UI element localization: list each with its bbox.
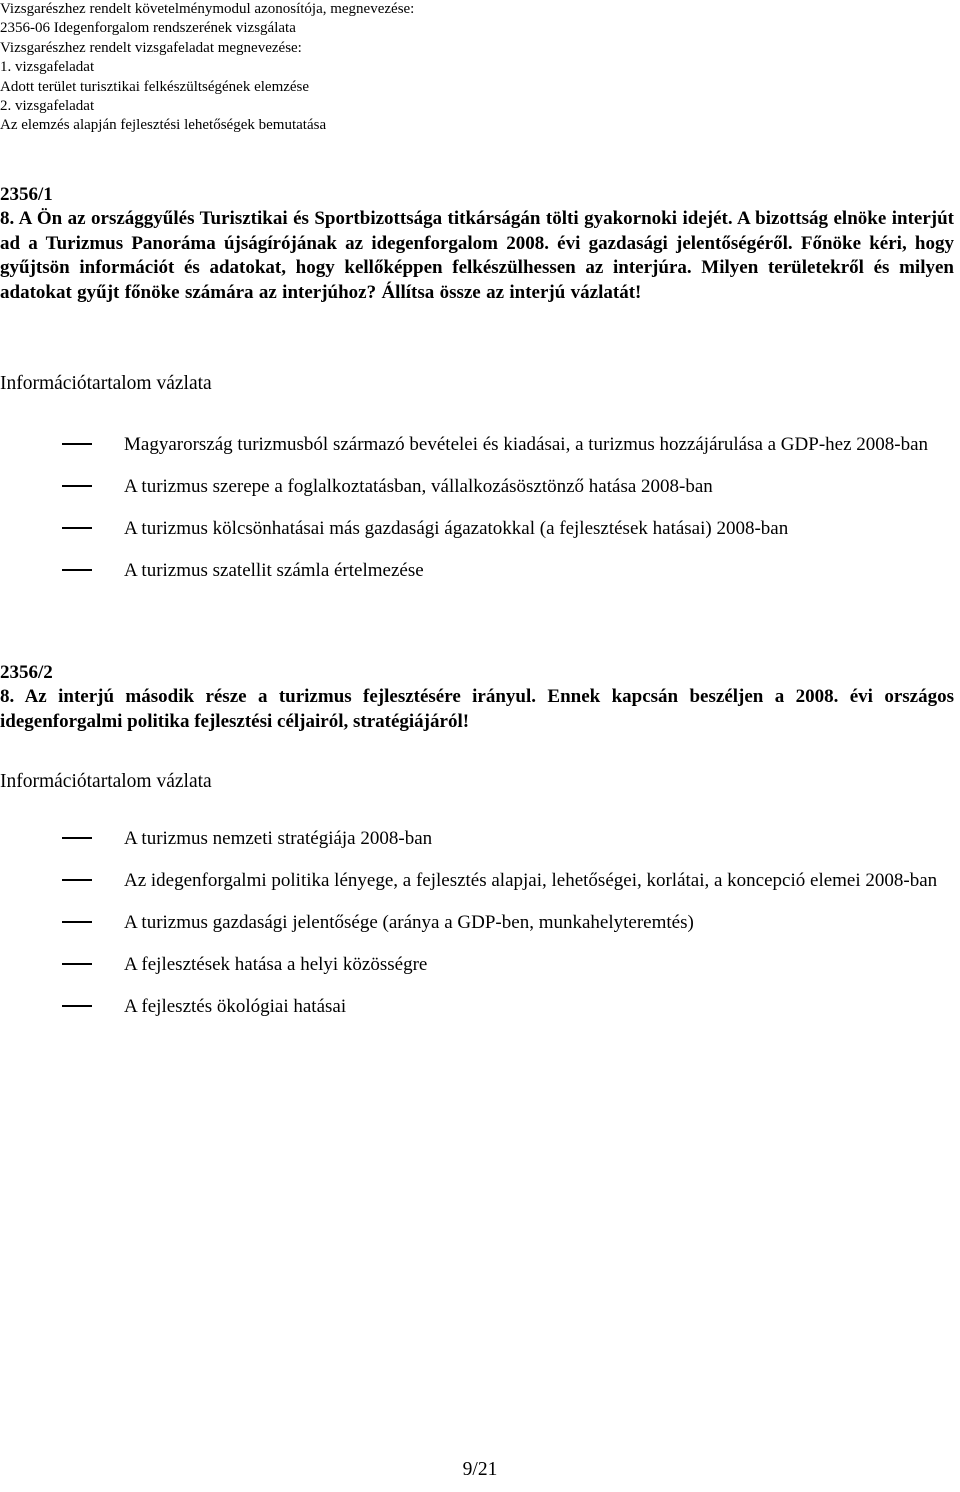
list-item-text: Magyarország turizmusból származó bevételei és kiadásai, a turizmus hozzájárulása a GDP-hez 2008-ban xyxy=(124,434,929,455)
dash-bullet-icon xyxy=(62,485,92,487)
page-number: 9/21 xyxy=(462,1459,498,1480)
list-item xyxy=(0,988,960,1026)
list-item-text: A fejlesztések hatása a helyi közösségre xyxy=(124,954,428,975)
list-item xyxy=(0,552,960,590)
list-item-text: A turizmus szerepe a foglalkoztatásban, vállalkozásösztönző hatása 2008-ban xyxy=(124,476,713,497)
task-description: 8. A Ön az országgyűlés Turisztikai és Sportbizottsága titkárságán tölti gyakornoki idejét. A bizottság elnöke interjút ad a Turizmus Panoráma újságírójának az idegenforgalom 2008. évi gazdasági jelentőségéről. Főnöke kéri, hogy gyűjtsön információt és adatokat, hogy kellőképpen felkészülhessen az interjúra. Milyen területekről és milyen adatokat gyűjt főnöke számára az interjúhoz? Állítsa össze az interjú vázlatát! xyxy=(0,208,954,303)
dash-bullet-icon xyxy=(62,837,92,839)
header-line-task1-name: Adott terület turisztikai felkészültségének elemzése xyxy=(0,78,310,95)
dash-bullet-icon xyxy=(62,569,92,571)
list-item xyxy=(0,426,960,464)
task-description: 8. Az interjú második része a turizmus fejlesztésére irányul. Ennek kapcsán beszéljen a 2008. évi országos idegenforgalmi politika fejlesztési céljairól, stratégiájáról! xyxy=(0,686,954,732)
task-section-2356-2 xyxy=(0,661,960,734)
list-item xyxy=(0,820,960,858)
dash-bullet-icon xyxy=(62,1005,92,1007)
header-line-module-label: Vizsgarészhez rendelt követelménymodul azonosítója, megnevezése: xyxy=(0,1,415,17)
list-item xyxy=(0,946,960,984)
list-item-text: A turizmus szatellit számla értelmezése xyxy=(124,560,424,581)
header-line-task-label: Vizsgarészhez rendelt vizsgafeladat megnevezése: xyxy=(0,39,302,56)
list-item-text: A turizmus nemzeti stratégiája 2008-ban xyxy=(124,828,433,849)
outline-heading: Információtartalom vázlata xyxy=(0,373,212,394)
list-item xyxy=(0,904,960,942)
list-item-text: A turizmus kölcsönhatásai más gazdasági ágazatokkal (a fejlesztések hatásai) 2008-ban xyxy=(124,518,789,539)
list-item xyxy=(0,510,960,548)
task-code: 2356/1 xyxy=(0,184,53,205)
list-item-text: Az idegenforgalmi politika lényege, a fejlesztés alapjai, lehetőségei, korlátai, a koncepció elemei 2008-ban xyxy=(124,870,938,891)
dash-bullet-icon xyxy=(62,879,92,881)
dash-bullet-icon xyxy=(62,963,92,965)
dash-bullet-icon xyxy=(62,527,92,529)
list-item xyxy=(0,862,960,900)
dash-bullet-icon xyxy=(62,921,92,923)
list-item-text: A fejlesztés ökológiai hatásai xyxy=(124,996,347,1017)
header-line-task2-name: Az elemzés alapján fejlesztési lehetőségek bemutatása xyxy=(0,117,327,134)
outline-list xyxy=(0,426,960,590)
outline-heading: Információtartalom vázlata xyxy=(0,771,212,792)
header-line-task1-label: 1. vizsgafeladat xyxy=(0,59,95,76)
document-header xyxy=(0,0,960,136)
header-line-task2-label: 2. vizsgafeladat xyxy=(0,98,95,115)
task-code: 2356/2 xyxy=(0,662,53,683)
outline-list xyxy=(0,820,960,1026)
dash-bullet-icon xyxy=(62,443,92,445)
list-item xyxy=(0,468,960,506)
header-line-module-name: 2356-06 Idegenforgalom rendszerének vizsgálata xyxy=(0,20,296,37)
task-section-2356-1 xyxy=(0,183,960,305)
list-item-text: A turizmus gazdasági jelentősége (aránya a GDP-ben, munkahelyteremtés) xyxy=(124,912,694,933)
